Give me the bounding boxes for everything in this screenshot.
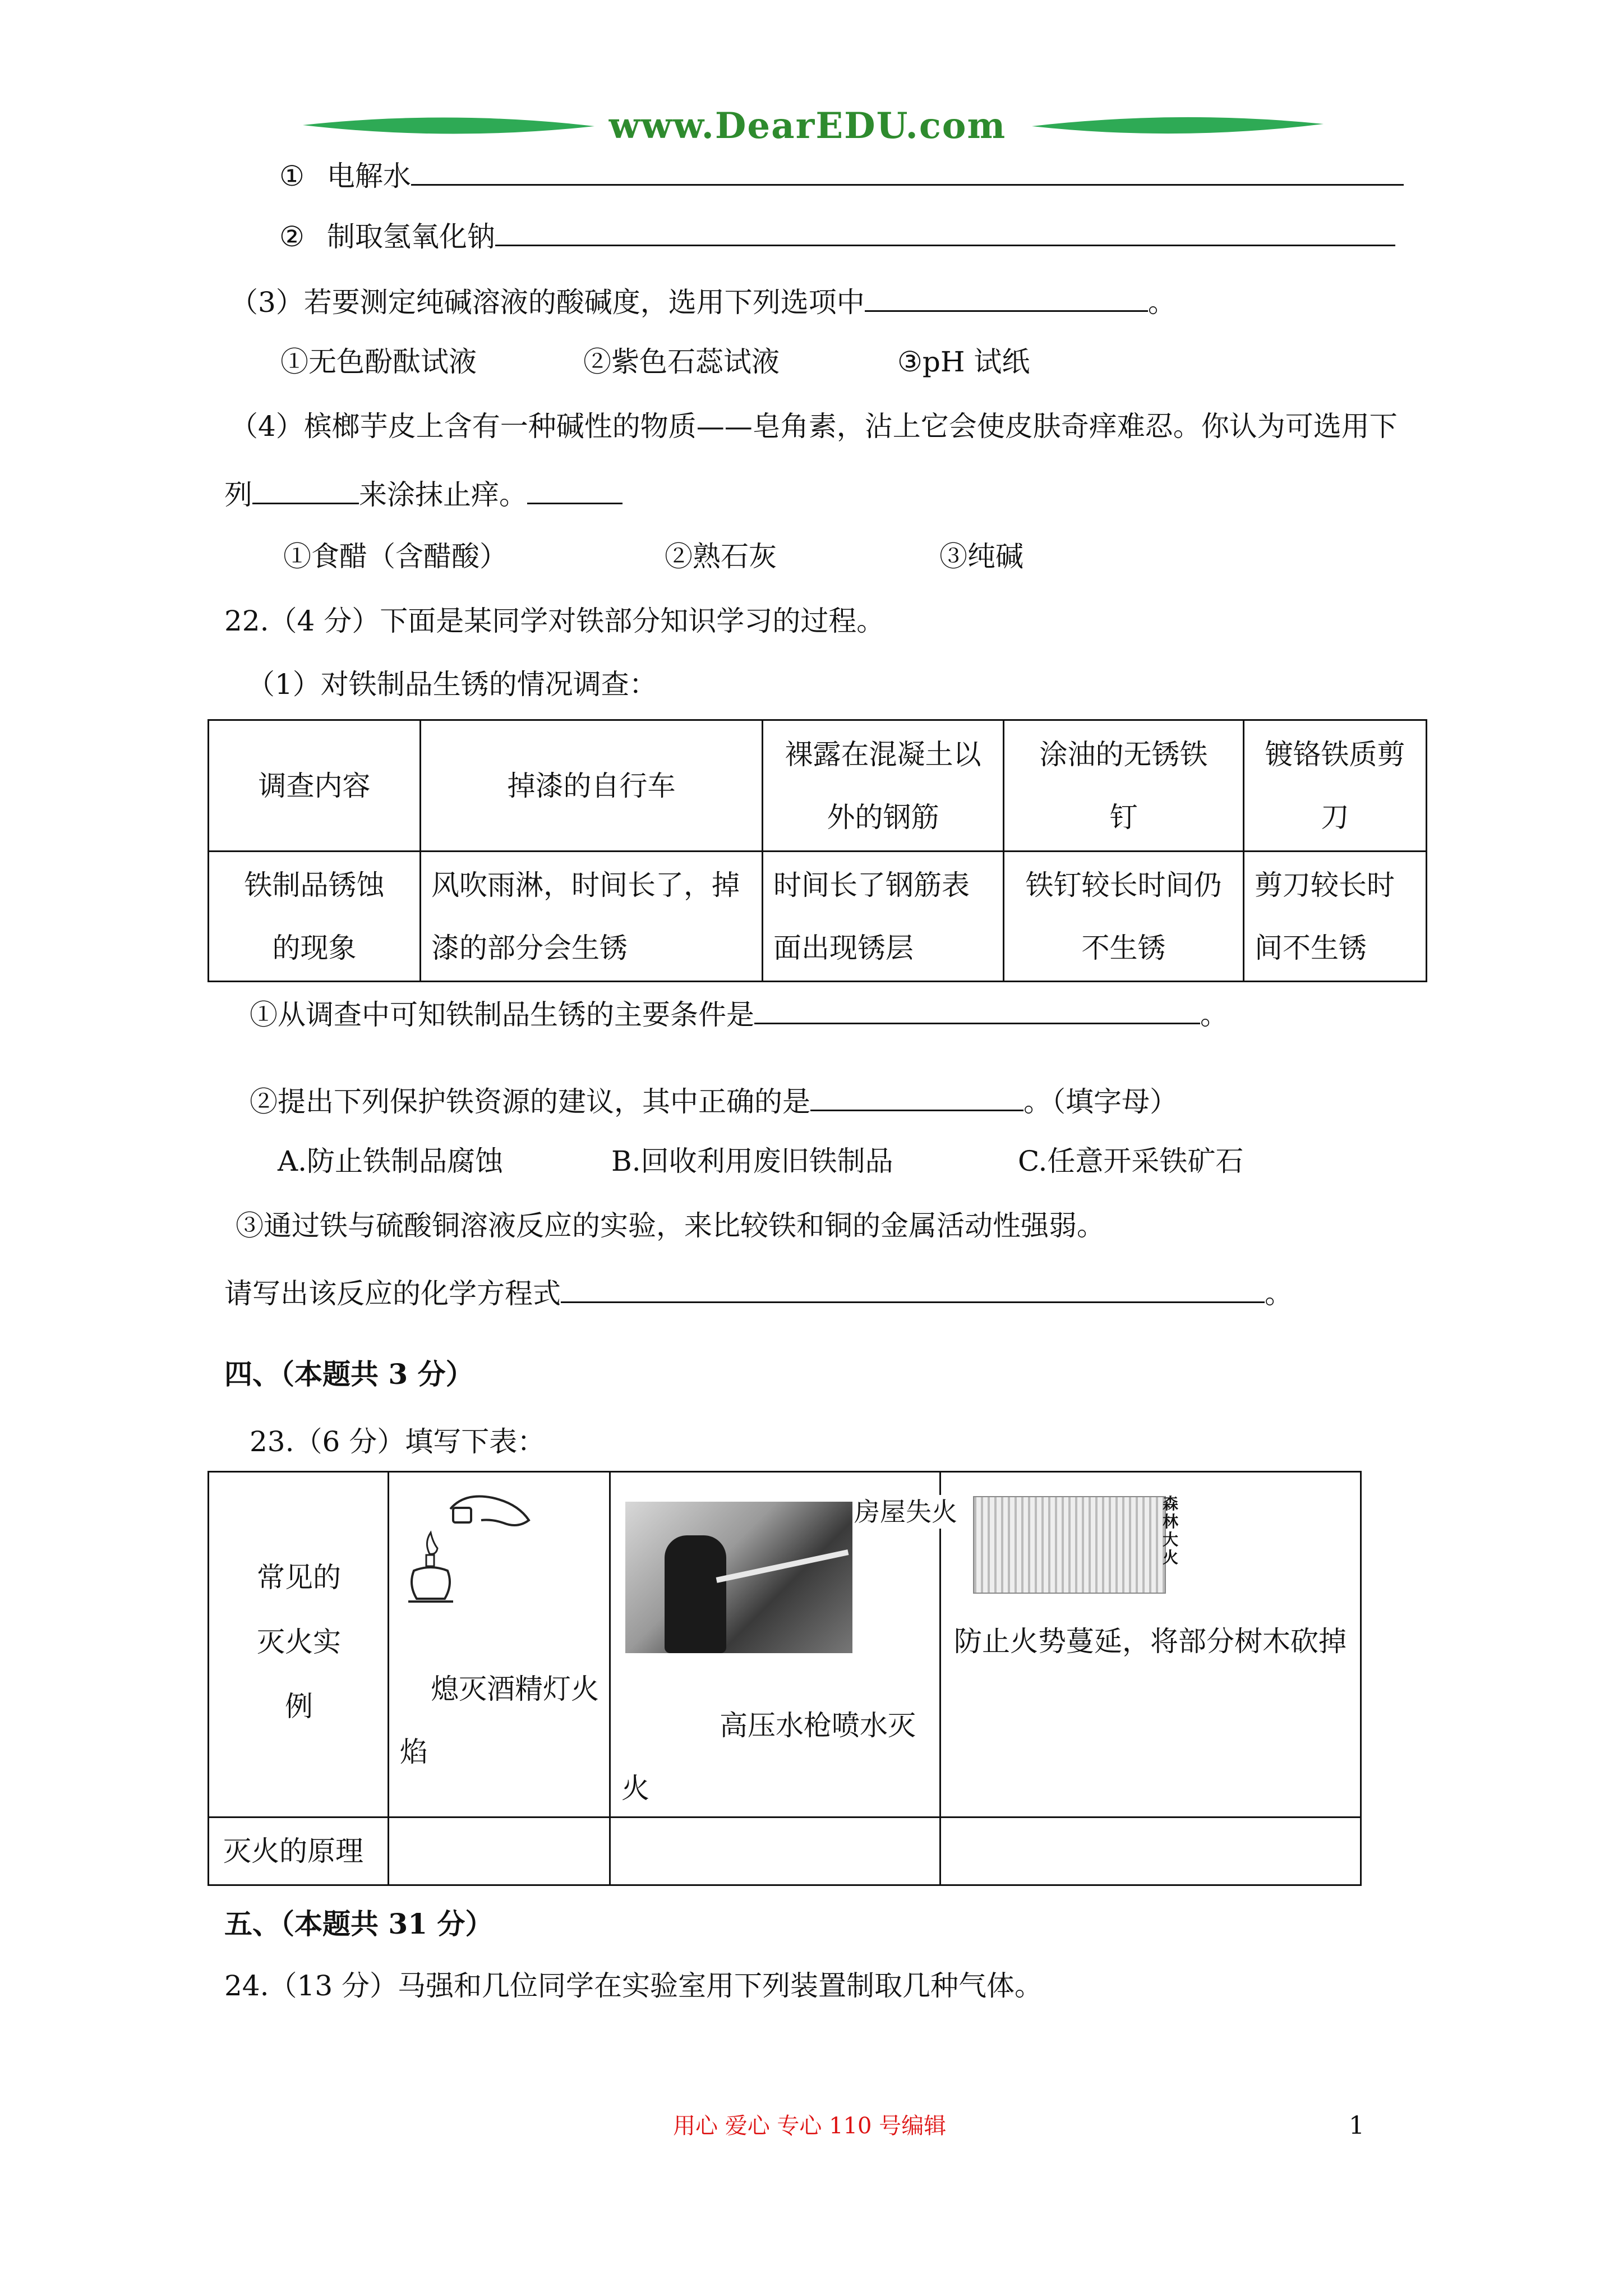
item-naoh: ② 制取氢氧化钠 [279,218,1395,254]
cell-forest-fire: 防止火势蔓延，将部分树木砍掉 [954,1625,1347,1658]
table-cell: 镀铬铁质剪刀 [1244,720,1427,852]
table-cell: 剪刀较长时间不生锈 [1244,852,1427,982]
table-cell: 铁制品锈蚀的现象 [209,852,421,982]
swoosh-right-icon [1032,109,1324,143]
fire-table [208,1471,1362,1886]
q23-title: 23.（6 分）填写下表： [250,1425,546,1458]
table-cell: 涂油的无锈铁钉 [1004,720,1244,852]
footer-text: 用心 爱心 专心 110 号编辑 [673,2113,947,2139]
q22-question-c: ③通过铁与硫酸铜溶液反应的实验，来比较铁和铜的金属活动性强弱。 [236,1209,1105,1242]
table-cell: 裸露在混凝土以外的钢筋 [763,720,1004,852]
fire-photo-label: 房屋失火 [854,1495,957,1529]
answer-blank-3[interactable] [865,283,1148,312]
header-watermark [303,104,1329,154]
answer-blank-2[interactable] [495,218,1395,246]
answer-blank-6[interactable] [754,996,1200,1024]
q22-equation: 请写出该反应的化学方程式 。 [224,1274,1293,1310]
q21-part4-line1: （4）槟榔芋皮上含有一种碱性的物质——皂角素，沾上它会使皮肤奇痒难忍。你认为可选用下 [230,410,1398,443]
option-phenolphthalein: ①无色酚酞试液 [280,346,477,378]
table-cell: 调查内容 [209,720,421,852]
q21-part3-options [280,345,1030,379]
q22-options [278,1144,1243,1178]
alcohol-lamp-icon [397,1487,537,1610]
item-electrolysis: ① 电解水 [279,157,1404,193]
q22-sub1: （1）对铁制品生锈的情况调查： [247,668,657,701]
q21-part4-line2: 列 来涂抹止痒。 [224,476,623,512]
cell-alcohol-lamp: 熄灭酒精灯火焰 [400,1673,599,1768]
table-row [209,852,1427,982]
q21-part3: （3）若要测定纯碱溶液的酸碱度，选用下列选项中 。 [230,283,1176,319]
forest-fire-sketch [973,1496,1166,1594]
q22-question-b: ②提出下列保护铁资源的建议，其中正确的是 。（填字母） [250,1083,1178,1119]
answer-blank-5[interactable] [527,476,623,504]
table-cell: 掉漆的自行车 [421,720,763,852]
watermark-text: www.DearEDU.com [608,105,1007,147]
option-b: B.回收利用废旧铁制品 [611,1145,893,1177]
page-number: 1 [1349,2111,1364,2140]
swoosh-left-icon [303,109,594,143]
option-a: A.防止铁制品腐蚀 [278,1145,504,1177]
option-vinegar: ①食醋（含醋酸） [283,540,508,573]
section-4-title: 四、（本题共 3 分） [224,1358,474,1391]
forest-fire-label: 森林大火 [1163,1494,1179,1567]
q22-title: 22.（4 分）下面是某同学对铁部分知识学习的过程。 [224,605,885,637]
option-ph-paper: ③pH 试纸 [897,346,1030,378]
row-head-principle: 灭火的原理 [223,1835,363,1867]
row-head-examples: 常见的灭火实例 [257,1561,341,1723]
cell-house-fire: 高压水枪喷水灭火 [621,1709,916,1805]
answer-blank-4[interactable] [252,476,359,504]
table-cell: 铁钉较长时间仍不生锈 [1004,852,1244,982]
option-soda: ③纯碱 [939,540,1023,573]
answer-blank-7[interactable] [810,1083,1023,1111]
firefighter-photo [625,1502,852,1653]
option-slaked-lime: ②熟石灰 [665,540,777,573]
rust-survey-table [208,719,1427,982]
answer-blank-8[interactable] [561,1274,1265,1303]
answer-blank-1[interactable] [411,157,1404,186]
q22-question-a: ①从调查中可知铁制品生锈的主要条件是 。 [250,996,1228,1032]
q24-title: 24.（13 分）马强和几位同学在实验室用下列装置制取几种气体。 [224,1970,1043,2002]
q21-part4-options [283,540,1023,573]
table-cell: 风吹雨淋，时间长了，掉漆的部分会生锈 [421,852,763,982]
option-c: C.任意开采铁矿石 [1018,1145,1244,1177]
table-row [209,720,1427,852]
option-litmus: ②紫色石蕊试液 [583,346,780,378]
section-5-title: 五、（本题共 31 分） [224,1907,494,1940]
table-cell: 时间长了钢筋表面出现锈层 [763,852,1004,982]
